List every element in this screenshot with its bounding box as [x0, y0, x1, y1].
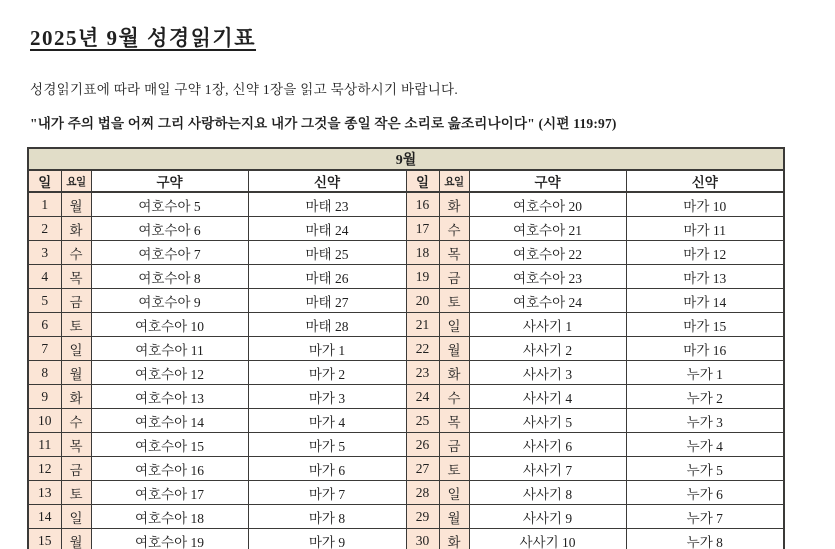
old-testament-cell: 여호수아 5: [91, 192, 248, 217]
weekday-cell: 월: [439, 505, 469, 529]
old-testament-cell: 여호수아 17: [91, 481, 248, 505]
table-row: [28, 481, 784, 505]
weekday-cell: 월: [61, 529, 91, 549]
old-testament-cell: 여호수아 7: [91, 241, 248, 265]
weekday-cell: 화: [439, 361, 469, 385]
weekday-cell: 토: [439, 457, 469, 481]
new-testament-cell: 누가 8: [626, 529, 784, 549]
weekday-cell: 수: [61, 241, 91, 265]
col-header-weekday: 요일: [439, 170, 469, 192]
weekday-cell: 수: [439, 385, 469, 409]
new-testament-cell: 마가 13: [626, 265, 784, 289]
weekday-cell: 일: [439, 481, 469, 505]
day-cell: 2: [28, 217, 61, 241]
old-testament-cell: 사사기 6: [469, 433, 626, 457]
old-testament-cell: 여호수아 21: [469, 217, 626, 241]
old-testament-cell: 사사기 7: [469, 457, 626, 481]
new-testament-cell: 누가 7: [626, 505, 784, 529]
weekday-cell: 월: [61, 361, 91, 385]
new-testament-cell: 마태 24: [248, 217, 406, 241]
day-cell: 17: [406, 217, 439, 241]
new-testament-cell: 마가 1: [248, 337, 406, 361]
col-header-weekday: 요일: [61, 170, 91, 192]
new-testament-cell: 마가 12: [626, 241, 784, 265]
new-testament-cell: 마가 3: [248, 385, 406, 409]
new-testament-cell: 마가 11: [626, 217, 784, 241]
old-testament-cell: 여호수아 16: [91, 457, 248, 481]
day-cell: 16: [406, 192, 439, 217]
new-testament-cell: 마가 6: [248, 457, 406, 481]
table-row: [28, 361, 784, 385]
old-testament-cell: 여호수아 13: [91, 385, 248, 409]
new-testament-cell: 마가 10: [626, 192, 784, 217]
day-cell: 24: [406, 385, 439, 409]
day-cell: 20: [406, 289, 439, 313]
weekday-cell: 화: [61, 217, 91, 241]
weekday-cell: 일: [61, 337, 91, 361]
new-testament-cell: 마태 23: [248, 192, 406, 217]
col-header-new-testament: 신약: [626, 170, 784, 192]
col-header-day: 일: [28, 170, 61, 192]
new-testament-cell: 마태 25: [248, 241, 406, 265]
old-testament-cell: 여호수아 8: [91, 265, 248, 289]
weekday-cell: 화: [61, 385, 91, 409]
old-testament-cell: 여호수아 24: [469, 289, 626, 313]
day-cell: 30: [406, 529, 439, 549]
old-testament-cell: 여호수아 18: [91, 505, 248, 529]
reading-plan-table: [27, 147, 785, 549]
weekday-cell: 월: [439, 337, 469, 361]
old-testament-cell: 여호수아 20: [469, 192, 626, 217]
day-cell: 11: [28, 433, 61, 457]
table-row: [28, 505, 784, 529]
new-testament-cell: 누가 3: [626, 409, 784, 433]
weekday-cell: 금: [61, 457, 91, 481]
old-testament-cell: 여호수아 22: [469, 241, 626, 265]
col-header-new-testament: 신약: [248, 170, 406, 192]
table-row: [28, 265, 784, 289]
weekday-cell: 목: [61, 433, 91, 457]
weekday-cell: 수: [439, 217, 469, 241]
instruction-text: 성경읽기표에 따라 매일 구약 1장, 신약 1장을 읽고 묵상하시기 바랍니다.: [30, 82, 459, 97]
new-testament-cell: 마가 15: [626, 313, 784, 337]
weekday-cell: 일: [439, 313, 469, 337]
new-testament-cell: 마가 9: [248, 529, 406, 549]
weekday-cell: 금: [439, 433, 469, 457]
day-cell: 13: [28, 481, 61, 505]
weekday-cell: 화: [439, 192, 469, 217]
old-testament-cell: 여호수아 10: [91, 313, 248, 337]
weekday-cell: 금: [61, 289, 91, 313]
old-testament-cell: 여호수아 15: [91, 433, 248, 457]
column-header-row: [28, 170, 784, 192]
new-testament-cell: 마태 26: [248, 265, 406, 289]
new-testament-cell: 마가 14: [626, 289, 784, 313]
old-testament-cell: 여호수아 12: [91, 361, 248, 385]
weekday-cell: 목: [439, 409, 469, 433]
weekday-cell: 수: [61, 409, 91, 433]
day-cell: 7: [28, 337, 61, 361]
table-row: [28, 529, 784, 549]
month-header: 9월: [28, 148, 784, 170]
weekday-cell: 토: [439, 289, 469, 313]
day-cell: 6: [28, 313, 61, 337]
new-testament-cell: 마가 16: [626, 337, 784, 361]
new-testament-cell: 마가 8: [248, 505, 406, 529]
new-testament-cell: 마태 27: [248, 289, 406, 313]
old-testament-cell: 사사기 9: [469, 505, 626, 529]
col-header-day: 일: [406, 170, 439, 192]
new-testament-cell: 마태 28: [248, 313, 406, 337]
day-cell: 27: [406, 457, 439, 481]
old-testament-cell: 사사기 5: [469, 409, 626, 433]
day-cell: 15: [28, 529, 61, 549]
old-testament-cell: 여호수아 9: [91, 289, 248, 313]
day-cell: 26: [406, 433, 439, 457]
day-cell: 9: [28, 385, 61, 409]
old-testament-cell: 사사기 3: [469, 361, 626, 385]
table-row: [28, 289, 784, 313]
day-cell: 5: [28, 289, 61, 313]
col-header-old-testament: 구약: [469, 170, 626, 192]
old-testament-cell: 여호수아 14: [91, 409, 248, 433]
table-row: [28, 409, 784, 433]
table-row: [28, 433, 784, 457]
table-row: [28, 313, 784, 337]
page-title: 2025년 9월 성경읽기표: [30, 26, 257, 50]
day-cell: 12: [28, 457, 61, 481]
old-testament-cell: 사사기 1: [469, 313, 626, 337]
new-testament-cell: 누가 5: [626, 457, 784, 481]
day-cell: 22: [406, 337, 439, 361]
new-testament-cell: 누가 2: [626, 385, 784, 409]
table-row: [28, 385, 784, 409]
day-cell: 3: [28, 241, 61, 265]
verse-quote: "내가 주의 법을 어찌 그리 사랑하는지요 내가 그것을 종일 작은 소리로 읊조리나이다" (시편 119:97): [30, 116, 617, 131]
old-testament-cell: 사사기 10: [469, 529, 626, 549]
weekday-cell: 월: [61, 192, 91, 217]
day-cell: 4: [28, 265, 61, 289]
weekday-cell: 목: [439, 241, 469, 265]
day-cell: 8: [28, 361, 61, 385]
table-row: [28, 337, 784, 361]
table-row: [28, 192, 784, 217]
month-header-row: [28, 148, 784, 170]
weekday-cell: 목: [61, 265, 91, 289]
day-cell: 29: [406, 505, 439, 529]
day-cell: 10: [28, 409, 61, 433]
new-testament-cell: 마가 2: [248, 361, 406, 385]
old-testament-cell: 사사기 2: [469, 337, 626, 361]
old-testament-cell: 여호수아 11: [91, 337, 248, 361]
new-testament-cell: 마가 7: [248, 481, 406, 505]
old-testament-cell: 여호수아 19: [91, 529, 248, 549]
new-testament-cell: 마가 5: [248, 433, 406, 457]
day-cell: 25: [406, 409, 439, 433]
weekday-cell: 화: [439, 529, 469, 549]
table-row: [28, 241, 784, 265]
weekday-cell: 일: [61, 505, 91, 529]
day-cell: 19: [406, 265, 439, 289]
table-row: [28, 457, 784, 481]
day-cell: 21: [406, 313, 439, 337]
new-testament-cell: 누가 4: [626, 433, 784, 457]
weekday-cell: 토: [61, 481, 91, 505]
new-testament-cell: 마가 4: [248, 409, 406, 433]
weekday-cell: 토: [61, 313, 91, 337]
weekday-cell: 금: [439, 265, 469, 289]
day-cell: 28: [406, 481, 439, 505]
day-cell: 18: [406, 241, 439, 265]
old-testament-cell: 사사기 8: [469, 481, 626, 505]
day-cell: 14: [28, 505, 61, 529]
day-cell: 1: [28, 192, 61, 217]
old-testament-cell: 여호수아 6: [91, 217, 248, 241]
old-testament-cell: 사사기 4: [469, 385, 626, 409]
new-testament-cell: 누가 6: [626, 481, 784, 505]
col-header-old-testament: 구약: [91, 170, 248, 192]
old-testament-cell: 여호수아 23: [469, 265, 626, 289]
day-cell: 23: [406, 361, 439, 385]
table-row: [28, 217, 784, 241]
new-testament-cell: 누가 1: [626, 361, 784, 385]
